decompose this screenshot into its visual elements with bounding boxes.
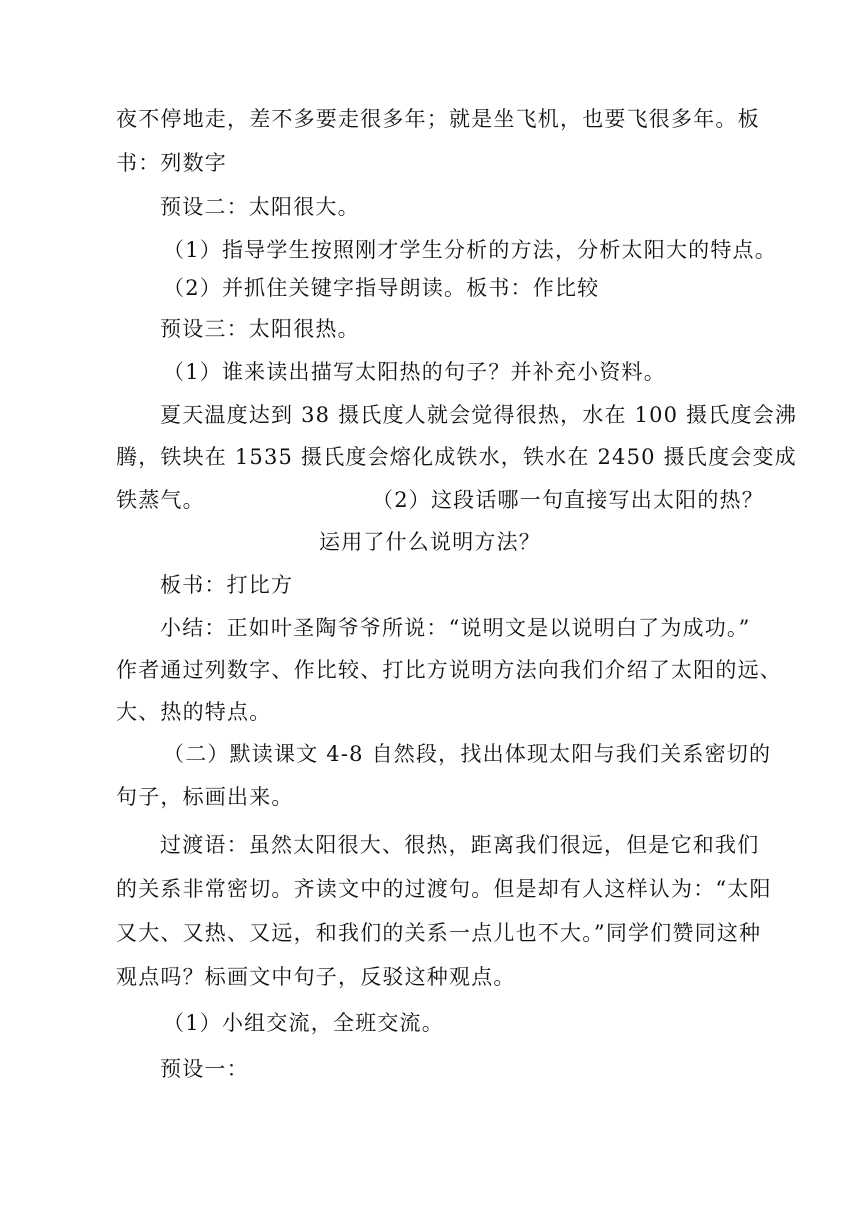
text-line-14: 小结：正如叶圣陶爷爷所说：“说明文是以说明白了为成功。” [160,616,751,640]
text-line-15: 作者通过列数字、作比较、打比方说明方法向我们介绍了太阳的远、 [116,658,782,682]
text-line-23: （1）小组交流，全班交流。 [163,1011,444,1035]
text-line-3: 预设二：太阳很大。 [160,195,360,219]
text-line-7: （1）谁来读出描写太阳热的句子？并补充小资料。 [163,360,666,384]
text-line-11: （2）这段话哪一句直接写出太阳的热？ [372,488,764,512]
text-line-17: （二）默读课文 4-8 自然段，找出体现太阳与我们关系密切的 [163,742,772,766]
text-line-5: （2）并抓住关键字指导朗读。板书：作比较 [163,276,600,300]
text-line-2: 书：列数字 [116,151,227,175]
text-line-10: 铁蒸气。 [116,488,205,512]
text-line-24: 预设一： [160,1057,249,1081]
text-line-20: 的关系非常密切。齐读文中的过渡句。但是却有人这样认为：“太阳 [116,877,772,901]
text-line-8: 夏天温度达到 38 摄氏度人就会觉得很热，水在 100 摄氏度会沸 [160,403,798,427]
text-line-16: 大、热的特点。 [116,700,272,724]
text-line-21: 又大、又热、又远，和我们的关系一点儿也不大。”同学们赞同这种 [116,921,762,945]
text-line-22: 观点吗？标画文中句子，反驳这种观点。 [116,965,516,989]
text-line-13: 板书：打比方 [160,573,294,597]
text-line-6: 预设三：太阳很热。 [160,317,360,341]
text-line-4: （1）指导学生按照刚才学生分析的方法，分析太阳大的特点。 [163,238,777,262]
text-line-19: 过渡语：虽然太阳很大、很热，距离我们很远，但是它和我们 [160,833,760,857]
text-line-18: 句子，标画出来。 [116,785,294,809]
text-line-9: 腾，铁块在 1535 摄氏度会熔化成铁水，铁水在 2450 摄氏度会变成 [116,445,797,469]
text-line-12: 运用了什么说明方法？ [319,530,541,554]
text-line-1: 夜不停地走，差不多要走很多年；就是坐飞机，也要飞很多年。板 [116,107,760,131]
